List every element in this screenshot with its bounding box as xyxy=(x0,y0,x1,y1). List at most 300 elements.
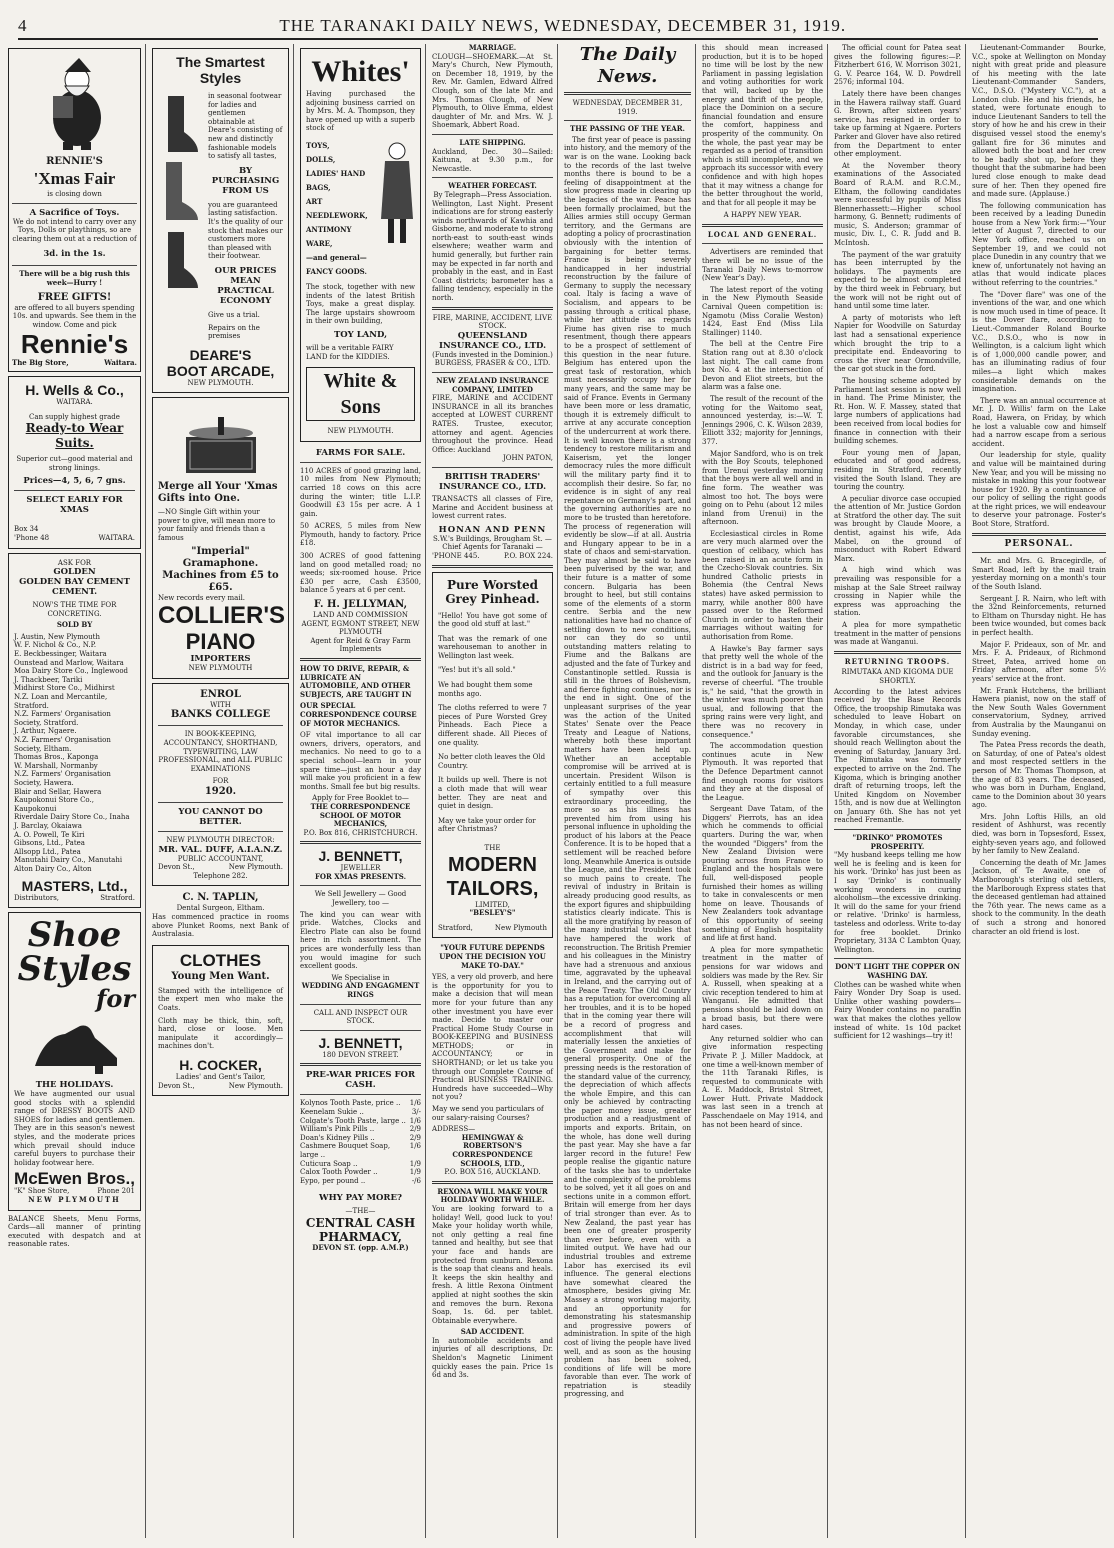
collier-text: —NO Single Gift within your power to give, will mean more to your family and friends than a famous xyxy=(158,508,276,543)
central-cash-pharmacy-ad xyxy=(300,1070,421,1252)
local-news-item: Sergeant Dave Tatam, of the Diggers' Pierrots, has an idea which he commends to official quarters. During the war, when the wounded "Diggers" from the New Zealand Division were pouring across from France to England and the hospitals were full, well-disposed people furnished their homes as willing to take in convalescents or men home on leave. Thousands of New Zealanders took advantage of this opportunity of seeing something of English hospitality and life at first hand. xyxy=(702,805,823,943)
local-news-item: The bell at the Centre Fire Station rang out at 8.30 o'clock last night. The call came from box No. 4 at the intersection of Devon and Eliot streets, but the alarm was a false one. xyxy=(702,340,823,392)
taplin-name: C. N. TAPLIN, xyxy=(182,892,259,904)
marriage-text: CLOUGH—SHOEMARK.—At St. Mary's Church, New Plymouth, on December 18, 1919, by the Rev. Mr. Gamlen, Edward Alfred Clough, son of the late Mr. and Mrs. Thomas Clough, of New Plymouth, to Olive Emma, eldest daughter of Mr. and Mrs. W. J. Shoemark, Abbert Road. xyxy=(432,52,553,130)
cement-name3: CEMENT. xyxy=(51,587,98,598)
deares-boot-ad xyxy=(152,48,289,393)
motor-mechanics-ad xyxy=(300,665,421,837)
sacrifice-note: We do not intend to carry over any Toys, Dolls or playthings, so are clearing them out at a reduction of xyxy=(12,217,137,243)
tailors-text7: May we take your order for after Christmas? xyxy=(438,816,536,834)
cocker-town: New Plymouth. xyxy=(228,1081,283,1090)
piano-heading: PIANO xyxy=(185,629,256,655)
farm-lot: 50 ACRES, 5 miles from New Plymouth, handy to factory. Price £18. xyxy=(300,522,421,548)
editorial-headline: THE PASSING OF THE YEAR. xyxy=(570,124,685,134)
masters-name: MASTERS, Ltd., xyxy=(21,877,128,894)
happy-new-year: A HAPPY NEW YEAR. xyxy=(723,211,802,220)
shipping-text: Auckland, Dec. 30—Sailed: Kaituna, at 9.30 p.m., for Newcastle. xyxy=(432,147,553,173)
cement-agent: Riverdale Dairy Store Co., Inaha xyxy=(14,813,130,822)
column-2 xyxy=(148,44,294,1538)
column-8 xyxy=(968,44,1110,1538)
farm-lot: 110 ACRES of good grazing land, 10 miles from New Plymouth; carried 18 cows on this acre during the winter; title L.I.P. Goodwill £3 15s per acre. A 1 gain. xyxy=(300,466,421,518)
hemingway-send: May we send you particulars of our salary-raising Courses? xyxy=(432,1105,544,1122)
collier-records: New records every mail. xyxy=(158,593,246,602)
local-news-item: Major Sandford, who is on trek with the Boy Scouts, telephoned from Urenui yesterday morning that the boys were all well and in fine form. The weather was almost too hot. The boys were going on to Pehu (about 12 miles inland from Urenui) in the afternoon. xyxy=(702,449,823,527)
rennies-name: RENNIE'S xyxy=(46,156,103,167)
taplin-text: Has commenced practice in rooms above Plunket Rooms, next Bank of Australasia. xyxy=(152,912,289,939)
motor-title: HOW TO DRIVE, REPAIR, & LUBRICATE AN AUTOMOBILE, AND OTHER SUBJECTS, ARE TAUGHT IN xyxy=(300,664,412,699)
cement-agent: A. O. Powell, Te Kiri xyxy=(14,830,85,839)
tailors-text3: We had bought them some months ago. xyxy=(438,681,533,698)
banks-director-title: PUBLIC ACCOUNTANT, xyxy=(177,854,264,863)
styles-heading: Styles xyxy=(17,949,132,990)
column-6 xyxy=(698,44,828,1538)
motor-address: P.O. Box 816, CHRISTCHURCH. xyxy=(303,828,418,837)
cement-agent: Manutahi Dairy Co., Manutahi xyxy=(14,856,123,865)
cocker-name: H. COCKER, xyxy=(179,1056,262,1073)
taplin-dental-ad xyxy=(152,892,289,938)
bennett-jeweller-ad xyxy=(300,848,421,1059)
deare-prices: OUR PRICES MEAN PRACTICAL ECONOMY xyxy=(214,265,277,306)
cement-agent: E. Beckbessinger, Waitara xyxy=(14,650,107,659)
motor-school: THE CORRESPONDENCE SCHOOL OF MOTOR MECHANICS, xyxy=(310,801,411,829)
bennett-name: J. BENNETT, xyxy=(318,848,403,865)
wells-box: Box 34 xyxy=(14,525,39,534)
bennett-for: FOR XMAS PRESENTS. xyxy=(314,871,407,881)
rennies-xmas-ad xyxy=(8,48,141,372)
santa-claus-illustration xyxy=(35,56,115,152)
personal-item: Mrs. John Loftis Hills, an old resident of Ashhurst, was recently died, was born in Topsesford, Essex, eighty-seven years ago, and followed by her family to New Zealand. xyxy=(972,812,1106,856)
imperial-gramophone: "Imperial" Gramaphone. xyxy=(182,545,259,569)
cement-agent: Alton Dairy Co., Alton xyxy=(14,864,92,873)
collier-machines: Machines from £5 to £65. xyxy=(162,569,279,593)
news-item: A peculiar divorce case occupied the attention of Mr. Justice Gordon at Stratford the other day. The suit was brought by Claude Moore, a dentist, against his wife, Ada Mabel, on the ground of misconduct with Robert Edward Marx. xyxy=(834,494,961,563)
free-gifts-text: are offered to all buyers spending 10s. and upwards. See them in the window. Come and pick xyxy=(12,303,137,329)
banks-for: FOR xyxy=(212,777,229,786)
price-list-row xyxy=(300,1099,421,1108)
farms-title: FARMS FOR SALE. xyxy=(315,447,406,458)
cement-ask: ASK FOR xyxy=(57,558,92,567)
price-item-name: Eypo, per pound .. xyxy=(300,1176,366,1185)
personal-item: Sergeant J. R. Nairn, who left with the 32nd Reinforcements, returned to Eltham on Thursday night. He has been twice wounded, but comes back in perfect health. xyxy=(972,594,1106,637)
whites-town: NEW PLYMOUTH. xyxy=(327,427,394,436)
farms-for-sale-ad xyxy=(300,448,421,654)
accident-title: SAD ACCIDENT. xyxy=(460,1327,525,1337)
banks-year: 1920. xyxy=(204,786,237,797)
news-item: At the November theory examinations of the Associated Board of R.A.M. and R.C.M., Eltham, the following candidates were successful by pupils of Miss Blennerhassett:—Higher school harmony, G. Bennett; rudiments of music, S. Anderson; grammar of music, Div. I., C. R. Judd and B. McIntosh. xyxy=(834,161,961,248)
grey-pinhead-heading: Grey Pinhead. xyxy=(445,591,540,606)
personal-news-list xyxy=(972,557,1106,936)
rexona-text: You are looking forward to a holiday! Well, good luck to you! Make your holiday worth while, not only getting a real fine tanned and healthy, but see that your face and hands are protected from sunburn. Rexona is the soap that cleans and heals. It keeps the skin healthy and fresh. A little Rexona Ointment applied at night soothes the skin and removes the burn. Rexona Soap, 1s. 6d. per tablet. Obtainable everywhere. xyxy=(432,1204,553,1325)
masthead-title: THE TARANAKI DAILY NEWS, WEDNESDAY, DECEMBER 31, 1919. xyxy=(279,16,847,35)
cement-name1: GOLDEN xyxy=(53,567,96,578)
rexona-ad xyxy=(432,1188,553,1380)
tailors-besley: "BESLEY'S" xyxy=(469,908,516,918)
deare-buying: BY PURCHASING FROM US xyxy=(211,165,280,196)
wells-place: WAITARA. xyxy=(56,397,93,406)
nz-insurance-text: FIRE, MARINE and ACCIDENT INSURANCE in all its branches accepted at LOWEST CURRENT RATES. Trustee, executor, attorney and agent. Agencies throughout the province. Head Office: Auckland xyxy=(432,394,553,454)
price-list-row xyxy=(300,1117,421,1126)
deares-name: DEARE'S xyxy=(189,346,252,363)
shoe-holidays: THE HOLIDAYS. xyxy=(35,1080,114,1091)
masters-role: Distributors, xyxy=(14,893,60,902)
news-item: There was an annual occurrence at Mr. J. D. Willis' farm on the Lake Road, Hawera, on Friday, by which he lost a valuable cow and himself had a narrow escape from a serious accident. xyxy=(972,396,1106,448)
hemingway-box: P.O. BOX 516, AUCKLAND. xyxy=(444,1168,541,1177)
mcewen-shoe-ad xyxy=(8,912,141,1211)
returning-troops-text: According to the latest advices received by the Base Records Office, the troopship Rimutaka was scheduled to leave Hobart on Monday, in which case, under favorable circumstances, she should reach Wellington about the evening of Saturday, January 3rd. The Rimutaka was formerly expected to arrive on the 2nd. The Kigoma, which is bringing another draft of returning troops, left the United Kingdom on November 15th, and is now due at Wellington on January 6th. She has not yet reached Fremantle. xyxy=(834,687,961,825)
price-item-name: Doan's Kidney Pills .. xyxy=(300,1133,375,1142)
personal-item: Concerning the death of Mr. James Jackson, of Te Awaite, one of Marlborough's sterling old settlers, the Marlborough Express states that the deceased gentleman had attained the 76th year. The news came as a shock to the community. In the death of such a strong and honored character an old friend is lost. xyxy=(972,858,1106,936)
enrol-heading: ENROL xyxy=(200,688,241,700)
wells-select: SELECT EARLY FOR XMAS xyxy=(26,495,123,516)
hemingway-address-label: ADDRESS— xyxy=(432,1125,476,1134)
prewar-the: —THE— xyxy=(345,1207,376,1216)
modern-heading: MODERN xyxy=(448,853,537,876)
whites-toys-ad xyxy=(300,48,421,442)
price-item-value: -/6 xyxy=(411,1176,421,1185)
price-item-value: 1/9 xyxy=(409,1168,421,1177)
importers-heading: IMPORTERS xyxy=(190,654,251,665)
cement-agent: Thomas Bros., Kaponga xyxy=(14,753,99,762)
local-news-item: A plea for more sympathetic treatment in the matter of pensions for war widows and soldiers was made by the Rev. Sir A. Russell, when speaking at a civic reception tendered to him at Wanganui. He admitted that pensions should be laid down on a broad basis, but there were hard cases. xyxy=(702,945,823,1032)
cement-agent: Midhirst Store Co., Midhirst xyxy=(14,684,115,693)
weather-by: By Telegraph—Press Association. xyxy=(433,190,552,199)
editorial-date: WEDNESDAY, DECEMBER 31, 1919. xyxy=(572,99,683,116)
cement-agent: J. Austin, New Plymouth xyxy=(14,632,100,641)
page-number: 4 xyxy=(18,16,28,35)
cocker-text2: Cloth may be thick, thin, soft, hard, close or loose. Men manipulate it accordingly—machines don't. xyxy=(158,1016,283,1051)
british-traders-name: BRITISH TRADERS' INSURANCE CO., LTD. xyxy=(438,471,547,492)
whites-item: ANTIMONY WARE, xyxy=(306,224,352,248)
cement-agent: N.Z. Farmers' Organisation Society, Eltham. xyxy=(14,736,111,753)
price-list-row xyxy=(300,1160,421,1169)
returning-troops-sub: RIMUTAKA AND KIGOMA DUE SHORTLY. xyxy=(841,668,954,685)
weather-text: Wellington, Last Night. Present indications are for strong easterly winds northwards of Kawhia and Gisborne, and moderate to strong north-east to south-east winds elsewhere; weather warm and humid generally, but further rain may be expected in far north and probably in the east, and in East Coast districts; barometer has a falling tendency, especially in the north. xyxy=(432,199,553,303)
local-news-item: The latest report of the voting in the New Plymouth Seaside Carnival Queen competition is: Ngamotu (Miss Coralie Weston) 1424, East End (Miss Lila Stallinger) 1140. xyxy=(702,285,823,337)
free-gifts-heading: FREE GIFTS! xyxy=(37,291,112,303)
clothes-heading: CLOTHES xyxy=(179,950,262,970)
wells-phone: 'Phone 48 xyxy=(14,533,50,542)
column-1 xyxy=(4,44,146,1538)
price-item-name: Calox Tooth Powder .. xyxy=(300,1168,378,1177)
price-item-value: 1/9 xyxy=(409,1159,421,1168)
tailors-text5: No better cloth leaves the Old Country. xyxy=(438,753,546,770)
price-item-name: Colgate's Tooth Paste, large .. xyxy=(300,1116,406,1125)
queensland-agents: BURGESS, FRASER & CO., LTD. xyxy=(434,359,551,368)
cement-agent: Gibsons, Ltd., Patea xyxy=(14,839,85,848)
honan-box: P.O. BOX 224. xyxy=(504,551,553,560)
colliers-name: COLLIER'S xyxy=(158,602,286,630)
local-news-item: Any returned soldier who can give information respecting Private P. J. Miller Maddock, at one time a well-known member of the 11th Taranaki Rifles, is requested to communicate with A. E. Maddock, Bristol Street, Lower Hutt. Private Maddock was last seen in a trench at Passchendaele on May 1914, and has not been heard of since. xyxy=(702,1034,823,1129)
motor-apply: Apply for Free Booklet to— xyxy=(312,794,409,803)
wells-town: WAITARA. xyxy=(98,533,135,542)
tailors-text6: It builds up well. There is not a cloth made that will wear better. They are neat and quiet in design. xyxy=(438,776,547,811)
tailors-text2: "Yes! but it's all sold." xyxy=(438,666,516,675)
news-item: Lately there have been changes in the Hawera railway staff. Guard G. Brown, after sixteen years' service, has resigned in order to take up farming at Ngaere. Porters Parker and Glover have also retired from the Department to enter other employment. xyxy=(834,89,961,159)
banks-director-name: MR. VAL. DUFF, A.I.A.N.Z. xyxy=(158,844,283,855)
toyland-heading: TOY LAND, xyxy=(333,329,388,340)
tailors-text1: That was the remark of one warehouseman to another in Wellington last week. xyxy=(438,634,547,660)
local-news-item: Ecclesiastical circles in Rome are very much alarmed over the question of celibacy, which has been raised in an acute form in the Czecho-Slovak countries. Six hundred Catholic priests in Bohemia (the Central News states) have asked permission to marry, while another 800 have passed over to the Reformed Church in order to hasten their marriages without waiting for authorisation from Rome. xyxy=(702,529,823,641)
jellyman-extra: Agent for Reid & Gray Farm Implements xyxy=(310,636,411,654)
deare-guarantee: you are guaranteed lasting satisfaction. It's the quality of our stock that makes our customers more than pleased with their footwear. xyxy=(208,200,283,261)
local-and-general-heading: LOCAL AND GENERAL. xyxy=(707,229,818,239)
doll-illustration xyxy=(379,139,415,249)
banks-street: Devon St., xyxy=(158,863,195,872)
price-item-value: 1/6 xyxy=(409,1116,421,1125)
prewar-title: PRE-WAR PRICES FOR CASH. xyxy=(305,1070,416,1091)
price-item-value: 3/- xyxy=(411,1107,421,1116)
bennett-call: CALL AND INSPECT OUR STOCK. xyxy=(313,1008,408,1026)
price-item-name: Kolynos Tooth Paste, price .. xyxy=(300,1099,401,1108)
nz-insurance-manager: JOHN PATON, xyxy=(502,454,553,463)
gramophone-illustration xyxy=(176,407,266,477)
editorial-paragraph: The first year of peace is passing into history, and the memory of the war is on the wane. Looking back to the records of the last twelve months there is bound to be a feeling of disappointment at the slow progress made in clearing up the legacies of the war. Peace has been formally proclaimed, but the Allies armies still occupy German territory, and the Germans are adopting a policy of procrastination obviously with the intention of bargaining for better terms. France is being severely handicapped in her industrial reconstruction by the failure of Germany to supply the necessary coal. Italy is facing a wave of Socialism, and appears to be passing through a critical phase, while her attitude as regards Fiume has given rise to much resentment, though there appears to be a prospect of settlement of this question in the near future. Belgium has entered upon the great task of restoration, which must necessarily occupy her for many years, and the same may be said of France. Events in Germany have been more or less dramatic, though it is extremely difficult to arrive at any accurate conception of the undercurrent at work there. It is well known there is a strong tendency to restore militarism and Kaiserism, yet the longer democracy rules the more difficult will the military party find it to accomplish their desire. So far, no evidence is in sight of any real repentance on Germany's part, and the governing authorities are no more to be trusted than heretofore. The process of regeneration will evidently be slow—if at all. Austria and Hungary appear to be in a state of chaos and semi-starvation. They may almost be said to have been pulverised by the war, and their future is a matter of some concern. Bulgaria has been brought to heel, but still contains some of the elements of a storm centre. Serbia and the new nationalities have had no chance of settling down to new conditions, nor can they do so until outstanding matters relating to Fiume and the Balkans are adjusted and the fate of Turkey and Constantinople settled. Russia is still in the throes of Bolshevism, and fierce fighting continues, nor is the end in sight. One of the unpleasant surprises of the year was the action of the United States' Senate over the Peace Treaty and League of Nations, whereby both these important matters have been held up. Whether an acceptable compromise will be arrived at is uncertain. President Wilson is certainly entitled to a full measure of sympathy over this extraordinary proceeding, the more so as his illness has prevented him from using his personal influence in upholding the product of his labors at the Peace Conference. It is to be hoped that a settlement will be reached before long. Meanwhile America is outside the League, and the President took so much pains to create. The revival of industry in Britain is already producing good results, as the export figures and shipbuilding statistics clearly indicate. This is all the more gratifying by reason of the many industrial troubles that have hampered the work of reconstruction. The British Premier and his colleagues in the Ministry have had a strenuous and anxious time, aggravated by the upheaval in Ireland, and the carrying out of the Peace Treaty. The Old Country has a reputation for overcoming all her troubles, and it is to be hoped that in the coming year there will be a record of progress and accomplishment that will materially lessen the anxieties of the Government and make for general prosperity. One of the pressing needs is the restoration of the standard value of the currency, the depreciation of which affects the whole Empire, and this can only be achieved by contracting the paper money issue, greater production and a readjustment of imports and exports. Britain, on the whole, has done well during the past year. May she have a far larger record in the future! Few people realise the gigantic nature of the tasks she has to undertake and the complexity of the problems to be solved, yet it all goes on and sections unite in a common effort. Britain will emerge from her days of trial stronger than ever. As to New Zealand, the past year has been one of greater prosperity than ever before, even with a limited output. We have had our industrial troubles and extreme Labor has exercised its evil influence. The general elections have somewhat cleared the atmosphere, besides giving Mr. Massey a strong working majority, and an opportunity for demonstrating his statesmanship and progressive powers of administration. In spite of the high cost of living the people have lived well, and as soon as the housing problem has been solved, conditions of life will be more favorable than ever. The work of repatriation is steadily progressing, and xyxy=(564,135,692,1399)
cement-name2: GOLDEN BAY CEMENT xyxy=(19,577,130,588)
boots-illustration xyxy=(158,92,204,292)
banks-text: IN BOOK-KEEPING, ACCOUNTANCY, SHORTHAND, TYPEWRITING, LAW PROFESSIONAL, and ALL PUBLIC EXAMINATIONS xyxy=(158,730,283,773)
british-traders-text: TRANSACTS all classes of Fire, Marine and Accident business at lowest current rates. xyxy=(432,494,553,521)
price-list-row xyxy=(300,1177,421,1186)
young-men-heading: Young Men Want. xyxy=(171,970,270,982)
editorial-continued: this should mean increased production, but it is to be hoped no time will be lost by the new Parliament in passing legislation and voting authorities for work that will, backed up by the energy and thrift of the people, place the Dominion on a secure financial foundation and ensure the comfort, happiness and prosperity of the community. On the whole, the past year may be regarded as a period of transition which is still incomplete, and we approach its successor with every confidence and with high hopes that it may witness a change for the better throughout the world, and that for all people it may be xyxy=(702,44,823,207)
news-item: The following communication has been received by a leading Dunedin house from a New York firm:—"Your letter of August 7, directed to our New York office, reached us on September 19, and we could not place Dunedin in any country that we knew of, unfortunately not having an atlas that would indicate places without referring to the countries." xyxy=(972,201,1106,288)
cement-agent: J. Thackbeer, Tariki xyxy=(14,675,83,684)
shipping-title: LATE SHIPPING. xyxy=(459,137,526,147)
motor-text: OF vital importance to all car owners, drivers, operators, and mechanics. No need to go to a special school—learn in your spare time—just an hour a day will make you proficient in a few months. Small fee but big results. xyxy=(300,731,421,791)
mcewen-name: McEwen Bros., xyxy=(14,1169,135,1189)
closing-text: is closing down xyxy=(47,190,102,198)
news-item: Lieutenant-Commander Bourke, V.C., spoke at Wellington on Monday night with great pride and pleasure of his meeting with the late Lieutenant-Commander Sanders, V.C., D.S.O. ("Mystery V.C."), at a London club. He and his friends, he stated, were fortunate enough to induce Lieutenant Sanders to tell the story of how he and his crew in their disguised vessel stood the enemy's gallant fire for 36 minutes and allowed both the boat and her crew to be badly shot up, before they thought that the submarine had been lured close enough to make dead sure of her. Then they opened fire and made sure. (Applause.) xyxy=(972,44,1106,199)
farm-lot: 300 ACRES of good fattening land on good metalled road; no weeds; six-roomed house. Price £30 per acre, Cash £3500, balance 5 years at 6 per cent. xyxy=(300,552,421,595)
wells-prices: Prices—4, 5, 6, 7 gns. xyxy=(23,476,126,487)
hemingway-title: "YOUR FUTURE DEPENDS UPON THE DECISION YOU MAKE TO-DAY." xyxy=(439,943,546,970)
smartest-styles-heading: The Smartest Styles xyxy=(176,54,265,86)
news-item: A high wind which was prevailing was responsible for a mishap at the Sale Street railway crossing in Napier while the express was approaching the station. xyxy=(834,566,961,618)
ladies-shoe-illustration xyxy=(25,1016,125,1076)
queensland-insurance-name: QUEENSLAND INSURANCE CO., LTD. xyxy=(438,330,547,351)
cement-agent: N.Z. Loan and Mercantile, Stratford. xyxy=(14,693,108,710)
banks-telephone: Telephone 282. xyxy=(193,871,248,880)
boot-arcade-name: BOOT ARCADE, xyxy=(166,362,275,379)
bennett-special: We Specialise in xyxy=(331,973,390,982)
price-list-row xyxy=(300,1142,421,1159)
mcewen-phone: Phone 201 xyxy=(97,1187,135,1196)
insurance-title: FIRE, MARINE, ACCIDENT, LIVE STOCK. xyxy=(432,313,553,331)
cement-agent: Moa Dairy Store Co., Inglewood xyxy=(14,667,129,676)
rexona-title: REXONA WILL MAKE YOUR HOLIDAY WORTH WHILE. xyxy=(437,1186,548,1205)
modern-tailors-ad xyxy=(432,572,553,939)
wells-name: H. Wells & Co., xyxy=(25,381,124,398)
column-3 xyxy=(296,44,426,1538)
whites-text: The stock, together with new indents of the latest British Toys, make a great display. The large upstairs showroom in their own building, xyxy=(306,282,415,326)
daily-news-flag: The Daily News. xyxy=(579,44,676,87)
price-item-value: 1/6 xyxy=(409,1099,421,1108)
bennett-trade: JEWELLER xyxy=(340,864,381,873)
with-text: WITH xyxy=(210,700,231,709)
local-news-item: A Hawke's Bay farmer says that pretty well the whole of the district is in a bad way for feed, and the outlook for January is the reverse of cheerful. "The trouble is," he said, "that the growth in the winter was much poorer than usual, and following that the spring rains were very light, and there was no recovery in consequence." xyxy=(702,644,823,739)
cement-agent: J. Arthur, Ngaere. xyxy=(14,727,77,736)
whites-items-list xyxy=(306,139,379,279)
whites-item: LADIES' HAND BAGS, xyxy=(306,168,366,192)
motor-course: OUR SPECIAL CORRESPONDENCE COURSE OF MOTOR MECHANICS. xyxy=(300,701,417,728)
news-item: The payment of the war gratuity has been interrupted by the holidays. The payments are expected to be almost completed by the third week in February, but the work will not be right out of hand until some time later. xyxy=(834,250,961,311)
sacrifice-heading: A Sacrifice of Toys. xyxy=(29,207,120,218)
central-cash-pharmacy-name: CENTRAL CASH PHARMACY, xyxy=(305,1215,416,1244)
cement-agent: Kaupokonui Store Co., Kaupokonui xyxy=(14,796,94,813)
deare-intro: in seasonal footwear for ladies and gentlemen obtainable at Deare's consisting of new and distinctly fashionable models to satisfy all tastes, xyxy=(208,92,283,161)
whites-fairy: will be a veritable FAIRY LAND for the KIDDIES. xyxy=(306,343,394,361)
copper-text: Clothes can be washed white when Fairy Wonder Dry Soap is used. Unlike other washing powders—Fairy Wonder contains no paraffin wax that makes the clothes yellow instead of white. 1s 10d packet sufficient for 12 washings—try it! xyxy=(834,980,961,1041)
wells-text: Superior cut—good material and strong linings. xyxy=(16,455,133,472)
ready-to-wear-heading: Ready-to Wear Suits. xyxy=(25,421,124,451)
news-item: Four young men of Japan, educated and of good address, residing in Stratford, recently visited the South Island. They are touring the country. xyxy=(834,448,961,492)
cement-agents-list xyxy=(14,633,135,874)
banks-town: New Plymouth. xyxy=(228,863,283,872)
shoe-heading: Shoe xyxy=(27,915,122,956)
cement-agent: Ounstead and Marlow, Waitara xyxy=(14,658,124,667)
xmas-fair-heading: 'Xmas Fair xyxy=(33,169,116,188)
rennies-store: The Big Store, xyxy=(12,358,69,368)
whites-item: DOLLS, xyxy=(306,154,336,164)
prewar-why: WHY PAY MORE? xyxy=(319,1193,402,1204)
cement-sold-by: SOLD BY xyxy=(56,620,93,630)
news-item: A party of motorists who left Napier for Woodville on Saturday last had a sensational experience which brought the trip to a precipitate end. Endeavoring to cross the river near Ormondville, the car got stuck in the ford. xyxy=(834,313,961,374)
cement-now: NOW'S THE TIME FOR CONCRETING. xyxy=(32,601,117,618)
personal-item: Mr. and Mrs. G. Bracegirdle, of Smart Road, left by the mail train yesterday morning on a month's tour of the South Island. xyxy=(972,557,1106,592)
rennies-logo: Rennie's xyxy=(20,329,129,360)
farm-lots-list xyxy=(300,467,421,595)
column-5 xyxy=(560,44,696,1538)
hemingway-schools-ad xyxy=(432,944,553,1176)
personal-item: Mr. Frank Hutchens, the brilliant Hawera pianist, now on the staff of the New South Wales Government conservatorium, Sydney, arrived from Australia by the Maunganui on Sunday evening. xyxy=(972,686,1106,738)
editorial-body xyxy=(564,136,691,1399)
banks-better: YOU CANNOT DO BETTER. xyxy=(178,807,263,827)
taplin-title: Dental Surgeon, Eltham. xyxy=(176,904,265,913)
wells-suits-ad xyxy=(8,376,141,549)
column-4 xyxy=(428,44,558,1538)
deare-town: NEW PLYMOUTH. xyxy=(187,378,254,387)
local-news-item: The accommodation question continues acute in New Plymouth. It was reported that the Defence Department cannot find enough rooms for visitors and they are at the disposal of the League. xyxy=(702,742,823,802)
news-paragraphs xyxy=(834,44,961,647)
honan-phone: 'PHONE 445. xyxy=(432,551,480,560)
price-item-name: Cuticura Soap .. xyxy=(300,1159,358,1168)
cocker-trade: Ladies' and Gent's Tailor, xyxy=(175,1072,266,1081)
news-paragraphs-2 xyxy=(972,44,1106,529)
deare-trial: Give us a trial. xyxy=(208,310,260,319)
collier-town: NEW PLYMOUTH xyxy=(188,664,253,673)
price-list-row xyxy=(300,1168,421,1177)
bennett-name-2: J. BENNETT, xyxy=(318,1034,403,1051)
hemingway-name: HEMINGWAY & ROBERTSON'S CORRESPONDENCE SCHOOLS, LTD., xyxy=(452,1132,533,1168)
tailors-quote: "Hello! You have got some of the good old stuff at last." xyxy=(438,611,547,629)
cocker-text1: Stamped with the intelligence of the expert men who make the Coats. xyxy=(158,986,283,1012)
news-item: Our leadership for style, quality and value will be maintained during New Year, and you will be missing no mistake in making this your footwear house for 1920. By a continuance of our policy of selling the right goods at the right prices, we will endeavour to deserve your patronage. Foster's Boot Store, Stratford. xyxy=(972,451,1106,529)
hemingway-text: YES, a very old proverb, and here is the opportunity for you to make a decision that will mean more for your future than any other investment you have ever made. Decide to master our Practical Home Study Course in BOOK-KEEPING and BUSINESS METHODS; or in ACCOUNTANCY; or in SHORTHAND; or let us take you through our Complete Course of Practical BUSINESS TRAINING. Hundreds have succeeded—Why not you? xyxy=(432,973,553,1102)
prewar-price-list xyxy=(300,1099,421,1185)
tailors-town-left: Stratford, xyxy=(438,923,473,932)
mcewen-town: NEW PLYMOUTH xyxy=(28,1195,121,1205)
price-item-value: 2/9 xyxy=(409,1133,421,1142)
personal-item: The Patea Press records the death, on Saturday, of one of Patea's oldest and most respected settlers in the person of Mr. Thomas Thompson, at the age of 83 years. The deceased, who was born in Durham, England, came to the Dominion about 30 years ago. xyxy=(972,741,1106,810)
cement-agent: J. Barclay, Okaiawa xyxy=(14,821,82,830)
news-item: The official count for Patea seat gives the following figures:—P. Fitzherbert 616, W. Morrison 3021, G. V. Pearce 164, W. D. Powdrell 2576; informal 104. xyxy=(834,44,961,87)
local-news-list xyxy=(702,248,823,1129)
price-list-row xyxy=(300,1125,421,1134)
honan-and-penn-name: HONAN AND PENN xyxy=(438,524,547,535)
tailors-text4: The cloths referred to were 7 pieces of Pure Worsted Grey Pinheads. Each Piece a different shade. All Pieces of one quality. xyxy=(438,704,547,747)
bennett-sell: We Sell Jewellery — Good Jewellery, too — xyxy=(314,890,407,908)
news-item: The housing scheme adopted by Parliament last session is now well in hand. The Prime Minister, the Rt. Hon. W. F. Massey, stated that large numbers of applications had been received from local bodies for finance in connection with their building schemes. xyxy=(834,376,961,446)
marriage-title: MARRIAGE. xyxy=(468,44,517,52)
golden-bay-cement-ad xyxy=(8,553,141,909)
price-list-row xyxy=(300,1134,421,1143)
cement-agent: W. Marshall, Normanby xyxy=(14,761,98,770)
banks-college-ad xyxy=(152,683,289,887)
news-item: The "Dover flare" was one of the inventions of the war, and one which is now much used in time of peace. It is the Dover flare, according to Lieut.-Commander Roland Bourke V.C., D.S.O., who is now in Wellington, is a calcium light which is of 1,000,000 candle power, and has an illuminating radius of four miles—a light which makes considerable demands on the imagination. xyxy=(972,290,1106,394)
cement-agent: W. F. Nichol & Co., N.P. xyxy=(14,641,97,650)
shoe-text: We have augmented our usual good stocks with a splendid range of DRESSY BOOTS AND SHOES for ladies and gentlemen. They are in this season's newest styles, and the moderate prices which prevail should induce careful buyers to purchase their holiday footwear here. xyxy=(14,1090,135,1167)
price-item-name: Cashmere Bouquet Soap, large .. xyxy=(300,1142,391,1159)
colliers-piano-ad xyxy=(152,397,289,679)
cement-agent: N.Z. Farmers' Organisation Society, Hawera. xyxy=(14,770,111,787)
masters-town: Stratford. xyxy=(100,893,135,902)
collier-merge-heading: Merge all Your 'Xmas Gifts into One. xyxy=(158,481,278,505)
bennett-rings: WEDDING AND ENGAGMENT RINGS xyxy=(301,981,420,999)
tailors-town-right: New Plymouth xyxy=(494,923,547,932)
for-heading: for xyxy=(96,984,135,1014)
insurance-ads xyxy=(432,314,553,561)
whites-logo: Whites' xyxy=(311,55,410,88)
price-list-row xyxy=(300,1108,421,1117)
whites-item: TOYS, xyxy=(306,140,330,150)
rush-text: There will be a big rush this week—Hurry ! xyxy=(19,269,130,287)
mcewen-store: "K" Shoe Store, xyxy=(14,1187,70,1196)
banks-college-name: BANKS COLLEGE xyxy=(170,709,271,721)
accident-text: In automobile accidents and injuries of all descriptions, Dr. Sheldon's Magnetic Liniment quickly eases the pain. Price 1s 6d and 3s. xyxy=(432,1336,553,1380)
wells-supply: Can supply highest grade xyxy=(29,412,120,421)
pure-worsted-heading: Pure Worsted xyxy=(446,577,539,592)
honan-text: S.W.'s Buildings, Brougham St. — Chief Agents for Taranaki — xyxy=(433,534,552,552)
cocker-street: Devon St., xyxy=(158,1081,195,1090)
deare-repairs: Repairs on the premises xyxy=(208,323,260,341)
tailors-heading: TAILORS, xyxy=(446,877,539,900)
news-item: A plea for more sympathetic treatment in the matter of pensions was made at Wanganui. xyxy=(834,621,961,647)
queensland-sub: (Funds invested in the Dominion.) xyxy=(432,350,553,359)
drinko-heading: "DRINKO" PROMOTES PROSPERITY. xyxy=(852,833,943,851)
white-and-sons-logo: White & Sons xyxy=(306,367,415,421)
cement-agent: Allsopp Ltd., Patea xyxy=(14,847,81,856)
column-7 xyxy=(830,44,966,1538)
whites-item: ART NEEDLEWORK, xyxy=(306,196,368,220)
banks-director-label: NEW PLYMOUTH DIRECTOR: xyxy=(166,836,275,844)
local-news-item: Advertisers are reminded that there will be no issue of the Taranaki Daily News to-morrow (New Year's Day). xyxy=(702,248,823,283)
nz-insurance-name: NEW ZEALAND INSURANCE COMPANY, LIMITED xyxy=(436,376,549,394)
returning-troops-heading: RETURNING TROOPS. xyxy=(844,656,951,666)
price-item-name: William's Pink Pills .. xyxy=(300,1125,375,1134)
cement-agent: N.Z. Farmers' Organisation Society, Stratford. xyxy=(14,710,111,727)
tailors-limited: LIMITED, xyxy=(475,900,510,909)
bennett-text: The kind you can wear with pride. Watches, Clocks and Electro Plate can also be found here in rich assortment. The prices are wonderfully less than you would imagine for such excellent goods. xyxy=(300,910,421,971)
bennett-address: 180 DEVON STREET. xyxy=(322,1050,399,1059)
whites-intro: Having purchased the adjoining business carried on by Mrs. M. A. Thompson, they have opened up with a superb stock of xyxy=(306,90,415,133)
cocker-tailor-ad xyxy=(152,945,289,1096)
cement-agent: Blair and Sellar, Hawera xyxy=(14,787,102,796)
pharmacy-address: DEVON ST. (opp. A.M.P.) xyxy=(312,1242,409,1252)
whites-item: —and general— xyxy=(306,252,367,262)
personal-heading: PERSONAL. xyxy=(1004,538,1074,549)
copper-heading: DON'T LIGHT THE COPPER ON WASHING DAY. xyxy=(835,962,960,980)
discount-value: 3d. in the 1s. xyxy=(43,249,106,260)
